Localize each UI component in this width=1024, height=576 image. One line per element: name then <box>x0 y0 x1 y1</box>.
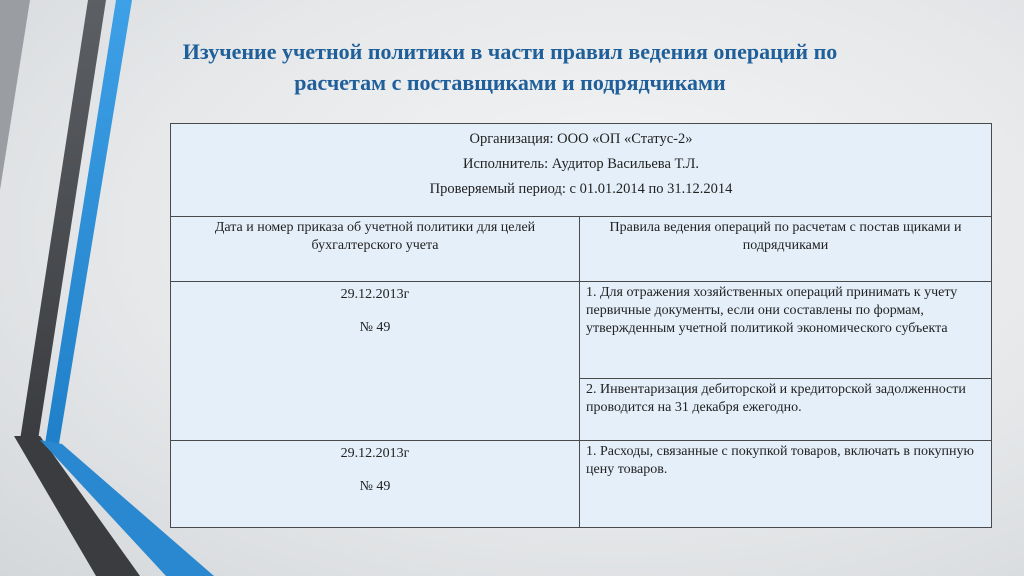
rule-cell: 1. Для отражения хозяйственных операций принимать к учету первичные документы, если они составлены по формам, утвержденным учетной политикой экономического субъекта <box>580 282 992 379</box>
table-row <box>171 441 992 528</box>
column-header-row <box>171 217 992 282</box>
order-cell <box>171 282 580 441</box>
audit-table <box>170 123 992 528</box>
rule-cell: 1. Расходы, связанные с покупкой товаров, включать в покупную цену товаров. <box>580 441 992 528</box>
period-line: Проверяемый период: с 01.01.2014 по 31.12.2014 <box>429 181 733 197</box>
table-header-row <box>171 124 992 217</box>
order-number: № 49 <box>359 479 391 494</box>
order-date: 29.12.2013г <box>340 446 410 461</box>
slide-title <box>150 36 870 98</box>
title-line-2: расчетам с поставщиками и подрядчиками <box>294 70 726 95</box>
gray-stripe-upper <box>0 0 30 190</box>
table-row <box>171 282 992 379</box>
rule-cell: 2. Инвентаризация дебиторской и кредиторской задолженности проводится на 31 декабря ежегодно. <box>580 379 992 441</box>
order-date: 29.12.2013г <box>340 287 410 302</box>
order-cell <box>171 441 580 528</box>
column-header-order: Дата и номер приказа об учетной политики для целей бухгалтерского учета <box>171 217 580 282</box>
organization-line: Организация: ООО «ОП «Статус-2» <box>469 131 693 147</box>
table-header-cell <box>171 124 992 217</box>
column-header-rules: Правила ведения операций по расчетам с постав щиками и подрядчиками <box>580 217 992 282</box>
executor-line: Исполнитель: Аудитор Васильева Т.Л. <box>462 156 700 172</box>
order-number: № 49 <box>359 320 391 335</box>
title-line-1: Изучение учетной политики в части правил ведения операций по <box>182 39 838 64</box>
